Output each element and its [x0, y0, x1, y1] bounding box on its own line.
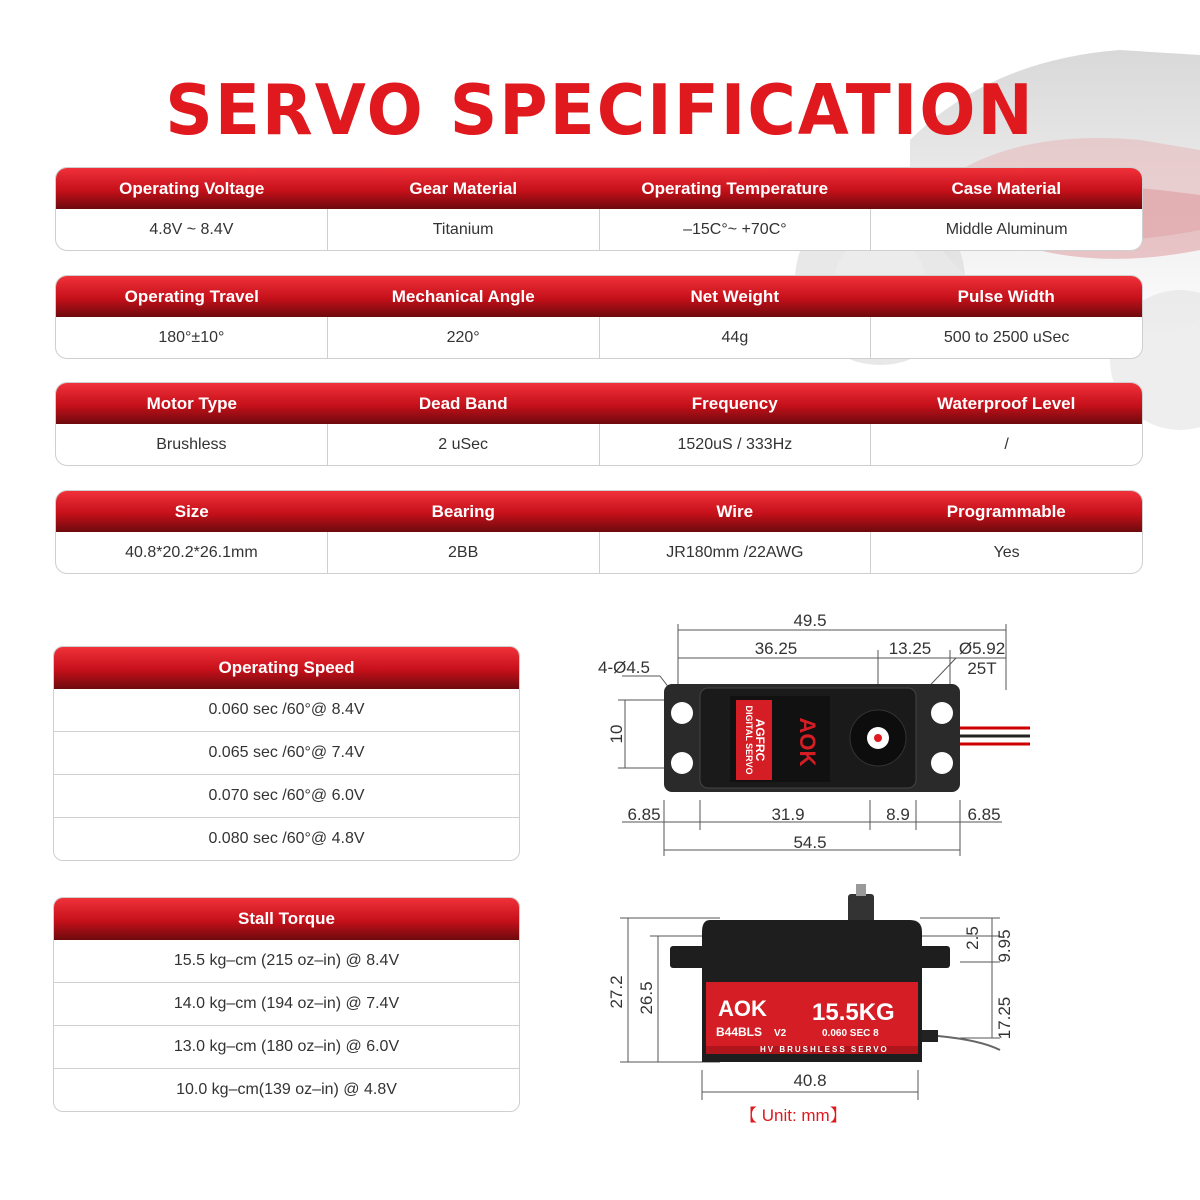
dim-right-span: 13.25	[888, 639, 932, 658]
top-label-model: AGFRC	[753, 718, 767, 762]
spec-table-values	[56, 532, 1142, 573]
spec-header-cell: Dead Band	[418, 393, 508, 413]
stall-torque-header: Stall Torque	[54, 898, 519, 940]
dim-body-width: 40.8	[793, 1071, 827, 1090]
dim-total-height: 27.2	[607, 975, 626, 1009]
dim-flange-right: 6.85	[967, 805, 1001, 824]
dim-body-height: 26.5	[637, 981, 656, 1015]
operating-speed-table	[53, 646, 520, 861]
spec-table-values	[56, 424, 1142, 465]
side-label-desc: HV BRUSHLESS SERVO	[760, 1045, 889, 1054]
spec-header-cell: Net Weight	[690, 286, 779, 306]
spec-table-3	[55, 382, 1143, 466]
dim-spline-dia: Ø5.92	[958, 639, 1006, 658]
spec-header-cell: Operating Travel	[124, 286, 259, 306]
spec-table-values	[56, 317, 1142, 358]
list-item: 0.070 sec /60°@ 6.0V	[54, 774, 519, 817]
spec-header-cell: Operating Temperature	[641, 178, 829, 198]
spec-table-4	[55, 490, 1143, 574]
dim-body-left: 31.9	[771, 805, 805, 824]
spec-value-cell: 2 uSec	[328, 424, 600, 465]
dim-overall-width: 49.5	[793, 611, 827, 630]
spec-value-cell: JR180mm /22AWG	[600, 532, 872, 573]
top-label-type: DIGITAL SERVO	[744, 705, 754, 775]
side-label-torque: 15.5KG	[812, 999, 895, 1026]
spec-header-cell: Motor Type	[146, 393, 237, 413]
spec-value-cell: Yes	[993, 543, 1020, 561]
spec-header-cell: Waterproof Level	[937, 393, 1076, 413]
spec-value-cell: 40.8*20.2*26.1mm	[56, 532, 328, 573]
servo-top-view	[664, 684, 1030, 792]
spec-value-cell: 220°	[328, 317, 600, 358]
spec-header-cell: Pulse Width	[957, 286, 1055, 306]
operating-speed-rows	[54, 689, 519, 860]
spec-value-cell: /	[1004, 435, 1009, 453]
list-item: 0.065 sec /60°@ 7.4V	[54, 731, 519, 774]
dim-lower: 17.25	[995, 996, 1014, 1040]
spec-header-cell: Case Material	[951, 178, 1062, 198]
spec-table-header	[56, 168, 1142, 209]
spec-header-cell: Mechanical Angle	[391, 286, 535, 306]
spec-value-cell: 4.8V ~ 8.4V	[56, 209, 328, 250]
list-item: 10.0 kg–cm(139 oz–in) @ 4.8V	[54, 1068, 519, 1111]
servo-dimension-drawing	[560, 600, 1080, 1140]
stall-torque-table	[53, 897, 520, 1112]
stall-torque-rows	[54, 940, 519, 1111]
list-item: 14.0 kg–cm (194 oz–in) @ 7.4V	[54, 982, 519, 1025]
spec-value-cell: Middle Aluminum	[945, 220, 1068, 238]
dim-hole-label: 4-Ø4.5	[598, 658, 650, 677]
dim-hole-spacing: 10	[607, 724, 626, 744]
spec-value-cell: 44g	[600, 317, 872, 358]
spec-header-cell: Frequency	[691, 393, 778, 413]
list-item: 0.080 sec /60°@ 4.8V	[54, 817, 519, 860]
spec-value-cell: 2BB	[328, 532, 600, 573]
dim-upper: 9.95	[995, 929, 1014, 963]
side-label-model: B44BLS	[716, 1025, 763, 1039]
dim-body-right: 8.9	[886, 805, 910, 824]
side-label-speed: 0.060 SEC 8	[822, 1028, 879, 1039]
spec-value-cell: 180°±10°	[56, 317, 328, 358]
spec-table-header	[56, 276, 1142, 317]
list-item: 13.0 kg–cm (180 oz–in) @ 6.0V	[54, 1025, 519, 1068]
spec-table-values	[56, 209, 1142, 250]
dim-spline-teeth: 25T	[967, 659, 997, 678]
operating-speed-header: Operating Speed	[54, 647, 519, 689]
dim-left-span: 36.25	[754, 639, 798, 658]
spec-header-cell: Size	[174, 501, 209, 521]
spec-value-cell: 1520uS / 333Hz	[600, 424, 872, 465]
list-item: 15.5 kg–cm (215 oz–in) @ 8.4V	[173, 952, 400, 969]
side-label-brand: AOK	[718, 996, 767, 1021]
spec-table-2	[55, 275, 1143, 359]
dim-flange-left: 6.85	[627, 805, 661, 824]
dim-shaft-height: 2.5	[963, 926, 982, 950]
spec-header-cell: Wire	[716, 501, 754, 521]
page-title: SERVO SPECIFICATION	[165, 70, 1035, 151]
spec-value-cell: –15C°~ +70C°	[600, 209, 872, 250]
top-label-brand: AOK	[795, 717, 820, 767]
spec-header-cell: Gear Material	[409, 178, 518, 198]
list-item: 0.060 sec /60°@ 8.4V	[208, 701, 365, 718]
spec-header-cell: Operating Voltage	[119, 178, 265, 198]
spec-value-cell: 500 to 2500 uSec	[943, 328, 1070, 346]
spec-table-1	[55, 167, 1143, 251]
spec-value-cell: Brushless	[56, 424, 328, 465]
spec-value-cell: Titanium	[328, 209, 600, 250]
spec-table-header	[56, 383, 1142, 424]
side-label-version: V2	[774, 1028, 787, 1039]
spec-header-cell: Programmable	[946, 501, 1066, 521]
unit-label: 【 Unit: mm】	[740, 1106, 847, 1125]
dim-total-length: 54.5	[793, 833, 827, 852]
spec-header-cell: Bearing	[431, 501, 495, 521]
spec-table-header	[56, 491, 1142, 532]
